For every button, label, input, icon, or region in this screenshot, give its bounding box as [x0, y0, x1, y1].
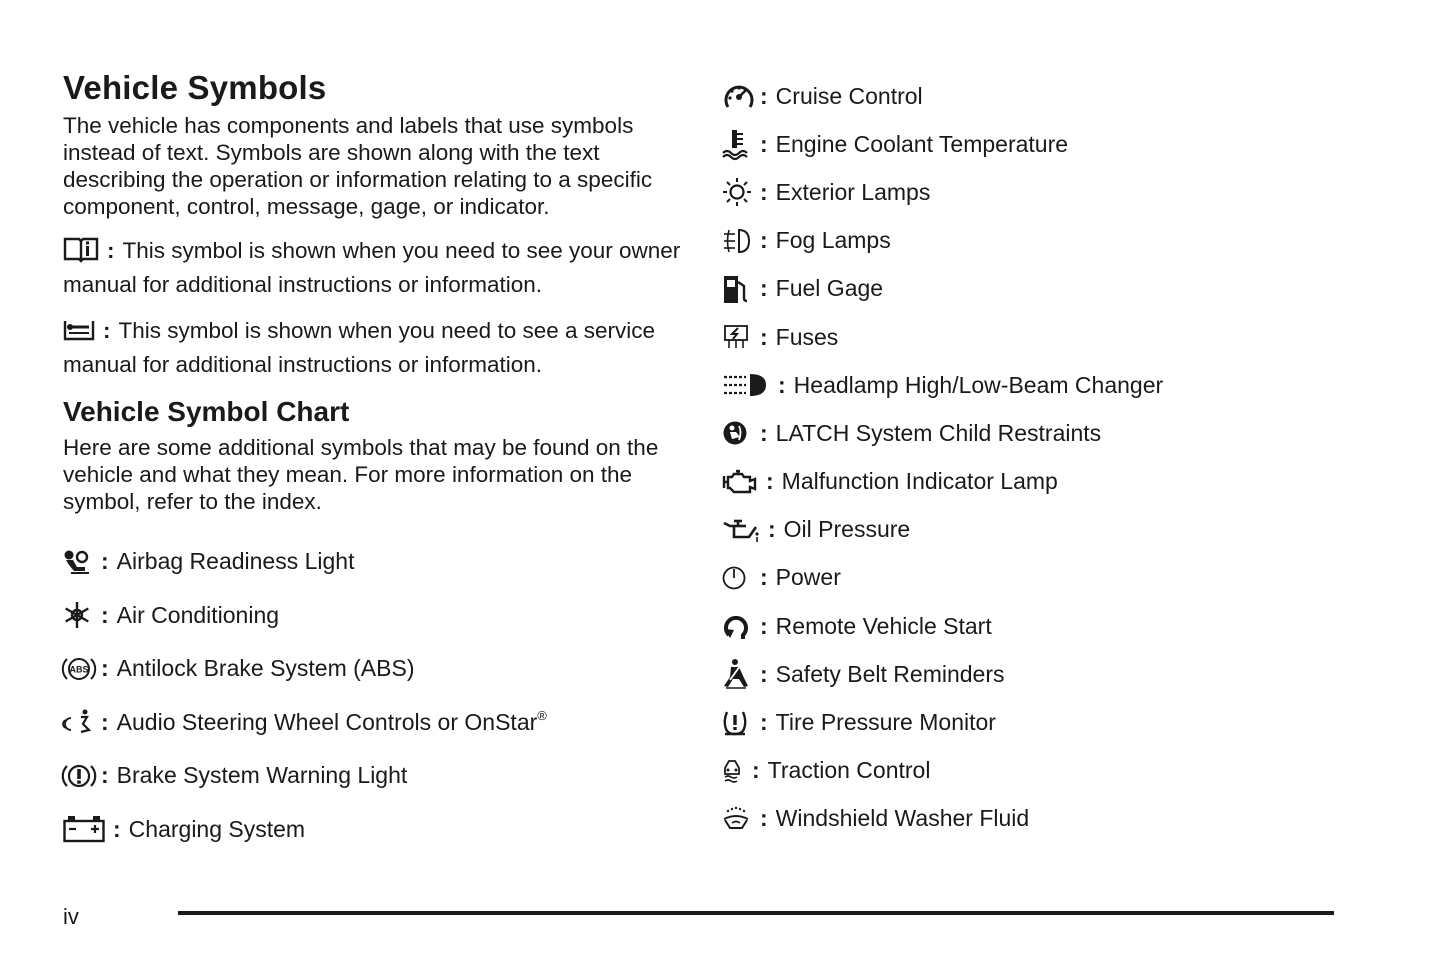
- symbol-label: Brake System Warning Light: [116, 762, 408, 789]
- washer-fluid-icon: [722, 802, 756, 836]
- airbag-icon: [63, 545, 97, 579]
- chart-intro-paragraph: Here are some additional symbols that may be found on the vehicle and what they mean. For more information on the symbol, refer to the index.: [63, 435, 659, 514]
- svg-text:ABS: ABS: [69, 664, 89, 675]
- separator-colon: :: [760, 323, 768, 350]
- symbol-label: Windshield Washer Fluid: [775, 805, 1030, 832]
- symbol-label: Cruise Control: [775, 82, 923, 109]
- symbol-label: Safety Belt Reminders: [775, 660, 1005, 687]
- symbol-row: [63, 642, 683, 696]
- traction-control-icon: [722, 754, 748, 788]
- separator-colon: :: [766, 468, 774, 495]
- separator-colon: :: [107, 238, 115, 263]
- exterior-lamps-icon: [722, 175, 756, 209]
- child-seat-icon: [722, 416, 756, 450]
- oil-can-icon: [722, 513, 764, 547]
- symbol-row: [63, 803, 683, 857]
- chart-title: Vehicle Symbol Chart: [63, 396, 350, 427]
- footer-rule: [178, 911, 1334, 915]
- symbol-row: [722, 795, 1382, 843]
- power-icon: [722, 561, 756, 595]
- symbol-row: [722, 458, 1382, 506]
- owner-manual-note-text: This symbol is shown when you need to see your owner manual for additional instructions or information.: [63, 238, 681, 297]
- symbol-label: Charging System: [128, 815, 306, 842]
- intro-paragraph: The vehicle has components and labels that use symbols instead of text. Symbols are shown along with the text describing the operation or information relating to a specific component, control, message, gage, or indicator.: [63, 113, 653, 219]
- steering-wheel-controls-icon: [63, 705, 97, 739]
- symbol-list-left: [63, 535, 683, 856]
- fuse-icon: [722, 320, 756, 354]
- symbol-row: [722, 313, 1382, 361]
- symbol-row: [63, 749, 683, 803]
- symbol-row: [722, 265, 1382, 313]
- air-conditioning-icon: [63, 598, 97, 632]
- separator-colon: :: [768, 516, 776, 543]
- abs-icon: [63, 652, 97, 686]
- symbol-label: Traction Control: [767, 757, 931, 784]
- battery-icon: [63, 812, 109, 846]
- symbol-label: [117, 708, 547, 736]
- page-title: Vehicle Symbols: [63, 69, 327, 106]
- separator-colon: :: [760, 275, 768, 302]
- brake-warning-icon: [63, 759, 97, 793]
- service-manual-icon: [63, 318, 95, 350]
- symbol-row: [722, 747, 1382, 795]
- symbol-row: [722, 409, 1382, 457]
- left-column: [63, 66, 683, 856]
- symbol-row: [722, 120, 1382, 168]
- symbol-label: Engine Coolant Temperature: [775, 130, 1069, 157]
- symbol-row: [722, 168, 1382, 216]
- symbol-row: [722, 361, 1382, 409]
- separator-colon: :: [778, 371, 786, 398]
- symbol-label: Remote Vehicle Start: [775, 612, 992, 639]
- separator-colon: :: [760, 130, 768, 157]
- separator-colon: :: [760, 227, 768, 254]
- coolant-temperature-icon: [722, 127, 756, 161]
- symbol-row: [722, 217, 1382, 265]
- symbol-row: [722, 698, 1382, 746]
- remote-start-icon: [722, 609, 756, 643]
- separator-colon: :: [760, 805, 768, 832]
- symbol-row: [63, 696, 683, 750]
- symbol-label: Airbag Readiness Light: [116, 548, 355, 575]
- symbol-row: [722, 72, 1382, 120]
- symbol-label: LATCH System Child Restraints: [775, 419, 1102, 446]
- separator-colon: :: [760, 419, 768, 446]
- symbol-row: [722, 650, 1382, 698]
- symbol-label: Antilock Brake System (ABS): [116, 655, 415, 682]
- separator-colon: :: [101, 708, 109, 735]
- high-beam-icon: [722, 368, 774, 402]
- symbol-label: Tire Pressure Monitor: [775, 709, 996, 736]
- tire-pressure-icon: [722, 706, 756, 740]
- symbol-label: Headlamp High/Low-Beam Changer: [793, 371, 1164, 398]
- symbol-row: [63, 535, 683, 589]
- engine-icon: [722, 465, 762, 499]
- symbol-label: Power: [775, 564, 841, 591]
- book-icon: [63, 236, 99, 270]
- owner-manual-note: [63, 236, 683, 300]
- symbol-row: [722, 506, 1382, 554]
- symbol-label: Fuel Gage: [775, 275, 884, 302]
- fog-lamps-icon: [722, 224, 756, 258]
- separator-colon: :: [760, 564, 768, 591]
- symbol-label: Oil Pressure: [783, 516, 911, 543]
- page-number: iv: [63, 904, 79, 929]
- symbol-label: Exterior Lamps: [775, 178, 931, 205]
- separator-colon: :: [760, 709, 768, 736]
- separator-colon: :: [760, 660, 768, 687]
- fuel-pump-icon: [722, 272, 756, 306]
- separator-colon: :: [101, 762, 109, 789]
- symbol-row: [722, 602, 1382, 650]
- symbol-list-right: [722, 72, 1382, 843]
- separator-colon: :: [760, 82, 768, 109]
- service-manual-note-text: This symbol is shown when you need to see a service manual for additional instructions or information.: [63, 318, 656, 377]
- registered-mark: ®: [537, 708, 547, 724]
- symbol-row: [722, 554, 1382, 602]
- symbol-label: Fuses: [775, 323, 839, 350]
- symbol-label: Fog Lamps: [775, 227, 891, 254]
- seat-belt-icon: [722, 657, 756, 691]
- separator-colon: :: [760, 178, 768, 205]
- separator-colon: :: [752, 757, 760, 784]
- service-manual-note: [63, 316, 683, 380]
- symbol-label: Air Conditioning: [116, 601, 280, 628]
- symbol-label: Malfunction Indicator Lamp: [781, 468, 1058, 495]
- separator-colon: :: [101, 548, 109, 575]
- symbol-row: [63, 589, 683, 643]
- cruise-control-icon: [722, 79, 756, 113]
- symbol-label-text: Audio Steering Wheel Controls or OnStar: [116, 709, 538, 736]
- separator-colon: :: [101, 601, 109, 628]
- separator-colon: :: [113, 815, 121, 842]
- separator-colon: :: [101, 655, 109, 682]
- separator-colon: :: [760, 612, 768, 639]
- separator-colon: :: [103, 318, 111, 343]
